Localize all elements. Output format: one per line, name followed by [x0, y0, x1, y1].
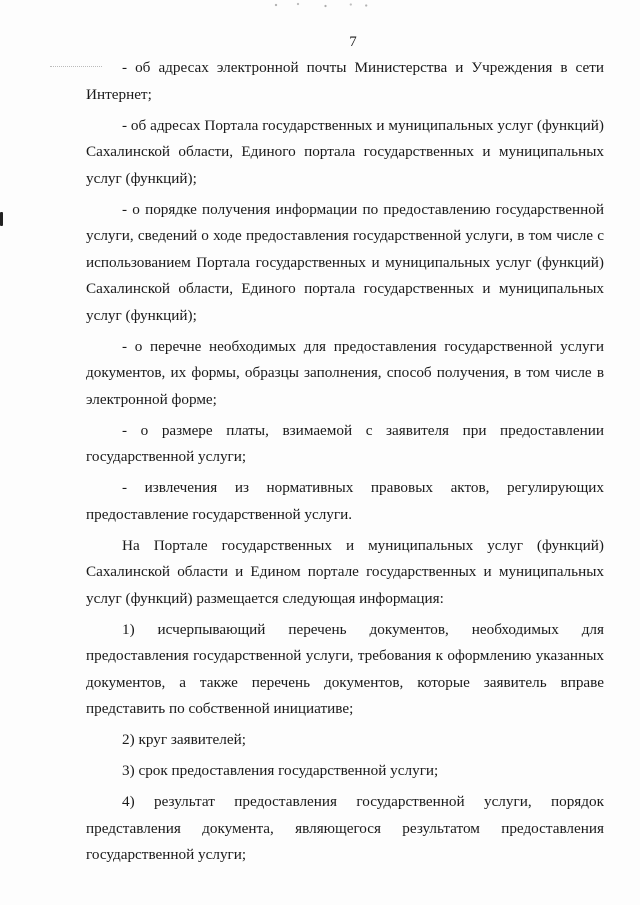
paragraph: 1) исчерпывающий перечень документов, необходимых для предоставления государственной услуги, требования к оформлению указанных документов, а также перечень документов, которые заявитель вправе представить по собственной инициативе; [86, 620, 604, 717]
paragraph: 2) круг заявителей; [122, 731, 246, 748]
paragraph: - о перечне необходимых для предоставления государственной услуги документов, их формы, образцы заполнения, способ получения, в том числе в электронной форме; [86, 337, 604, 408]
paragraph: 3) срок предоставления государственной услуги; [122, 762, 439, 779]
page-number: 7 [349, 34, 357, 50]
binding-mark [0, 212, 3, 226]
paragraph: - об адресах электронной почты Министерства и Учреждения в сети Интернет; [86, 59, 604, 103]
paragraph: - об адресах Портала государственных и муниципальных услуг (функций) Сахалинской области, Единого портала государственных и муниципальных услуг (функций); [86, 116, 604, 187]
paragraph: - о порядке получения информации по предоставлению государственной услуги, сведений о ходе предоставления государственной услуги, в том числе с использованием Портала государственных и муниципальных услуг (функций) Сахалинской области, Единого портала государственных и муниципальных услуг (функций); [86, 200, 604, 324]
paragraph: 4) результат предоставления государственной услуги, порядок представления документа, являющегося результатом предоставления государственной услуги; [86, 793, 604, 863]
document-body [86, 55, 604, 869]
scan-artifact [265, 0, 375, 10]
paragraph: - о размере платы, взимаемой с заявителя при предоставлении государственной услуги; [86, 421, 604, 465]
paragraph: На Портале государственных и муниципальных услуг (функций) Сахалинской области и Едином портале государственных и муниципальных услуг (функций) размещается следующая информация: [86, 536, 604, 607]
paragraph: - извлечения из нормативных правовых актов, регулирующих предоставление государственной услуги. [86, 479, 604, 523]
